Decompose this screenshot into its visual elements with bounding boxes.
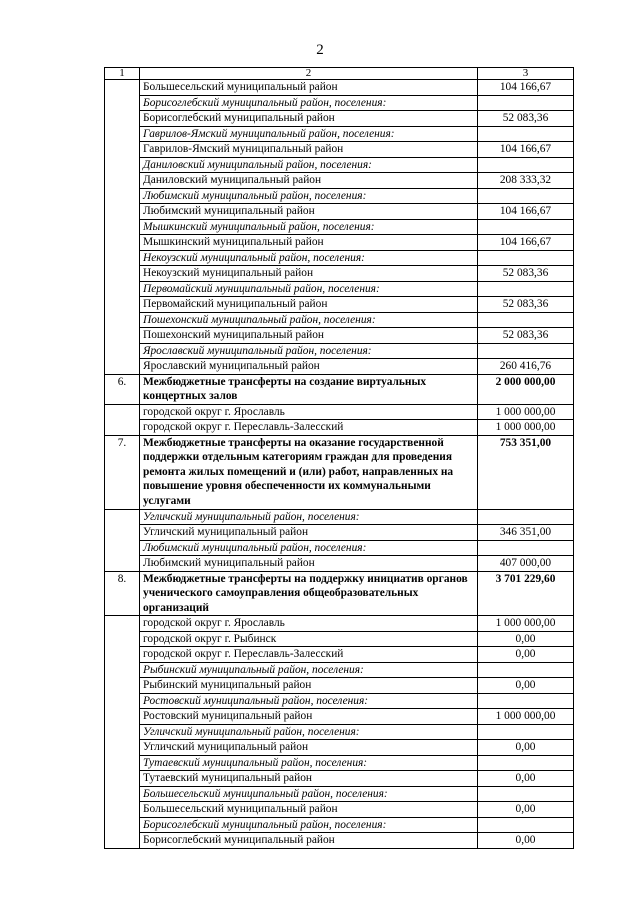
row-amount [478,343,574,359]
row-amount [478,786,574,802]
row-amount [478,219,574,235]
table-body [105,68,574,849]
row-amount: 52 083,36 [478,297,574,313]
row-label: городской округ г. Переславль-Залесский [140,420,478,436]
row-number [105,235,140,251]
table-row [105,142,574,158]
subheading-row [105,817,574,833]
row-label: Межбюджетные трансферты на оказание государственной поддержки отдельным категориям граждан для проведения ремонта жилых помещений и (или) работ, направленных на повышение уровня обеспеченности их коммунальными услугами [140,435,478,509]
row-amount [478,312,574,328]
row-label: Угличский муниципальный район [140,525,478,541]
row-number: 7. [105,435,140,509]
subheading-row [105,509,574,525]
row-number [105,95,140,111]
row-number [105,817,140,833]
row-amount: 52 083,36 [478,111,574,127]
row-label: Большесельский муниципальный район [140,80,478,96]
row-label: Любимский муниципальный район [140,204,478,220]
row-amount: 346 351,00 [478,525,574,541]
subheading-label: Угличский муниципальный район, поселения: [140,724,478,740]
row-number [105,297,140,313]
row-number [105,266,140,282]
subheading-label: Мышкинский муниципальный район, поселения: [140,219,478,235]
table-row [105,709,574,725]
row-label: Рыбинский муниципальный район [140,678,478,694]
row-amount: 1 000 000,00 [478,420,574,436]
row-number [105,647,140,663]
row-amount [478,724,574,740]
row-amount: 3 701 229,60 [478,571,574,616]
subheading-label: Даниловский муниципальный район, поселения: [140,157,478,173]
section-row [105,374,574,404]
subheading-row [105,343,574,359]
row-number [105,80,140,96]
row-number [105,802,140,818]
row-label: Большесельский муниципальный район [140,802,478,818]
row-label: Борисоглебский муниципальный район [140,833,478,849]
row-label: Ярославский муниципальный район [140,359,478,375]
row-number [105,678,140,694]
row-number [105,833,140,849]
row-amount [478,281,574,297]
row-label: Любимский муниципальный район [140,556,478,572]
row-number [105,188,140,204]
row-amount: 104 166,67 [478,204,574,220]
table-row [105,802,574,818]
row-amount: 260 416,76 [478,359,574,375]
row-amount: 0,00 [478,802,574,818]
row-number [105,693,140,709]
subheading-row [105,662,574,678]
subheading-label: Борисоглебский муниципальный район, поселения: [140,95,478,111]
subheading-label: Любимский муниципальный район, поселения: [140,188,478,204]
subheading-row [105,157,574,173]
row-amount: 104 166,67 [478,235,574,251]
subheading-row [105,724,574,740]
subheading-row [105,281,574,297]
row-number [105,142,140,158]
row-amount: 0,00 [478,631,574,647]
row-label: городской округ г. Ярославль [140,616,478,632]
table-row [105,328,574,344]
subheading-row [105,755,574,771]
row-label: Ростовский муниципальный район [140,709,478,725]
row-amount: 2 000 000,00 [478,374,574,404]
row-number [105,525,140,541]
subheading-row [105,693,574,709]
table-row [105,740,574,756]
row-amount: 0,00 [478,833,574,849]
row-amount: 753 351,00 [478,435,574,509]
row-label: Гаврилов-Ямский муниципальный район [140,142,478,158]
table-row [105,235,574,251]
table-row [105,359,574,375]
row-number [105,126,140,142]
row-number [105,509,140,525]
row-label: Пошехонский муниципальный район [140,328,478,344]
header-col-name: 2 [140,68,478,80]
table-row [105,80,574,96]
table-row [105,297,574,313]
row-amount: 407 000,00 [478,556,574,572]
row-number [105,157,140,173]
row-number [105,786,140,802]
subheading-row [105,188,574,204]
row-amount: 1 000 000,00 [478,709,574,725]
row-label: Тутаевский муниципальный район [140,771,478,787]
row-amount: 104 166,67 [478,142,574,158]
row-number [105,404,140,420]
row-number [105,631,140,647]
row-number [105,755,140,771]
header-col-amount: 3 [478,68,574,80]
row-number [105,343,140,359]
subheading-label: Тутаевский муниципальный район, поселения: [140,755,478,771]
row-number [105,556,140,572]
subheading-label: Пошехонский муниципальный район, поселения: [140,312,478,328]
header-col-number: 1 [105,68,140,80]
row-amount [478,540,574,556]
row-amount: 52 083,36 [478,266,574,282]
allocation-table [104,67,574,849]
row-amount [478,157,574,173]
row-number [105,312,140,328]
subheading-label: Ростовский муниципальный район, поселения: [140,693,478,709]
row-number [105,540,140,556]
subheading-label: Гаврилов-Ямский муниципальный район, поселения: [140,126,478,142]
row-label: городской округ г. Рыбинск [140,631,478,647]
row-number [105,219,140,235]
row-number [105,111,140,127]
row-number [105,359,140,375]
row-amount [478,662,574,678]
table-row [105,771,574,787]
subheading-label: Первомайский муниципальный район, поселения: [140,281,478,297]
row-amount: 0,00 [478,647,574,663]
row-number [105,662,140,678]
subheading-row [105,95,574,111]
row-amount [478,250,574,266]
subheading-row [105,540,574,556]
row-label: Угличский муниципальный район [140,740,478,756]
row-label: городской округ г. Ярославль [140,404,478,420]
row-amount [478,126,574,142]
row-number [105,173,140,189]
row-amount [478,817,574,833]
row-amount: 0,00 [478,771,574,787]
table-header-row [105,68,574,80]
section-row [105,571,574,616]
row-number: 6. [105,374,140,404]
subheading-row [105,219,574,235]
subheading-row [105,312,574,328]
subheading-label: Некоузский муниципальный район, поселения: [140,250,478,266]
subheading-label: Борисоглебский муниципальный район, поселения: [140,817,478,833]
row-label: Межбюджетные трансферты на создание виртуальных концертных залов [140,374,478,404]
row-number [105,724,140,740]
table-row [105,420,574,436]
table-row [105,204,574,220]
subheading-label: Большесельский муниципальный район, поселения: [140,786,478,802]
section-row [105,435,574,509]
row-number [105,328,140,344]
subheading-label: Угличский муниципальный район, поселения: [140,509,478,525]
row-number [105,616,140,632]
table-row [105,616,574,632]
row-number [105,281,140,297]
row-number: 8. [105,571,140,616]
row-label: Мышкинский муниципальный район [140,235,478,251]
row-amount: 0,00 [478,678,574,694]
table-row [105,647,574,663]
row-number [105,740,140,756]
row-number [105,420,140,436]
row-amount: 0,00 [478,740,574,756]
table-row [105,173,574,189]
row-number [105,204,140,220]
row-amount [478,188,574,204]
row-amount: 104 166,67 [478,80,574,96]
subheading-row [105,786,574,802]
row-label: Даниловский муниципальный район [140,173,478,189]
subheading-row [105,126,574,142]
subheading-label: Ярославский муниципальный район, поселения: [140,343,478,359]
table-row [105,833,574,849]
subheading-row [105,250,574,266]
table-row [105,678,574,694]
row-amount [478,755,574,771]
table-row [105,556,574,572]
row-amount: 1 000 000,00 [478,404,574,420]
table-row [105,631,574,647]
row-amount [478,693,574,709]
row-label: Первомайский муниципальный район [140,297,478,313]
row-label: Межбюджетные трансферты на поддержку инициатив органов ученического самоуправления общеобразовательных организаций [140,571,478,616]
subheading-label: Рыбинский муниципальный район, поселения: [140,662,478,678]
row-label: городской округ г. Переславль-Залесский [140,647,478,663]
page-number: 2 [316,42,324,58]
subheading-label: Любимский муниципальный район, поселения: [140,540,478,556]
table-row [105,111,574,127]
row-amount: 208 333,32 [478,173,574,189]
table-row [105,525,574,541]
row-label: Борисоглебский муниципальный район [140,111,478,127]
row-number [105,709,140,725]
table-row [105,404,574,420]
row-amount: 1 000 000,00 [478,616,574,632]
row-label: Некоузский муниципальный район [140,266,478,282]
row-number [105,771,140,787]
row-amount [478,509,574,525]
row-amount: 52 083,36 [478,328,574,344]
table-row [105,266,574,282]
row-number [105,250,140,266]
row-amount [478,95,574,111]
